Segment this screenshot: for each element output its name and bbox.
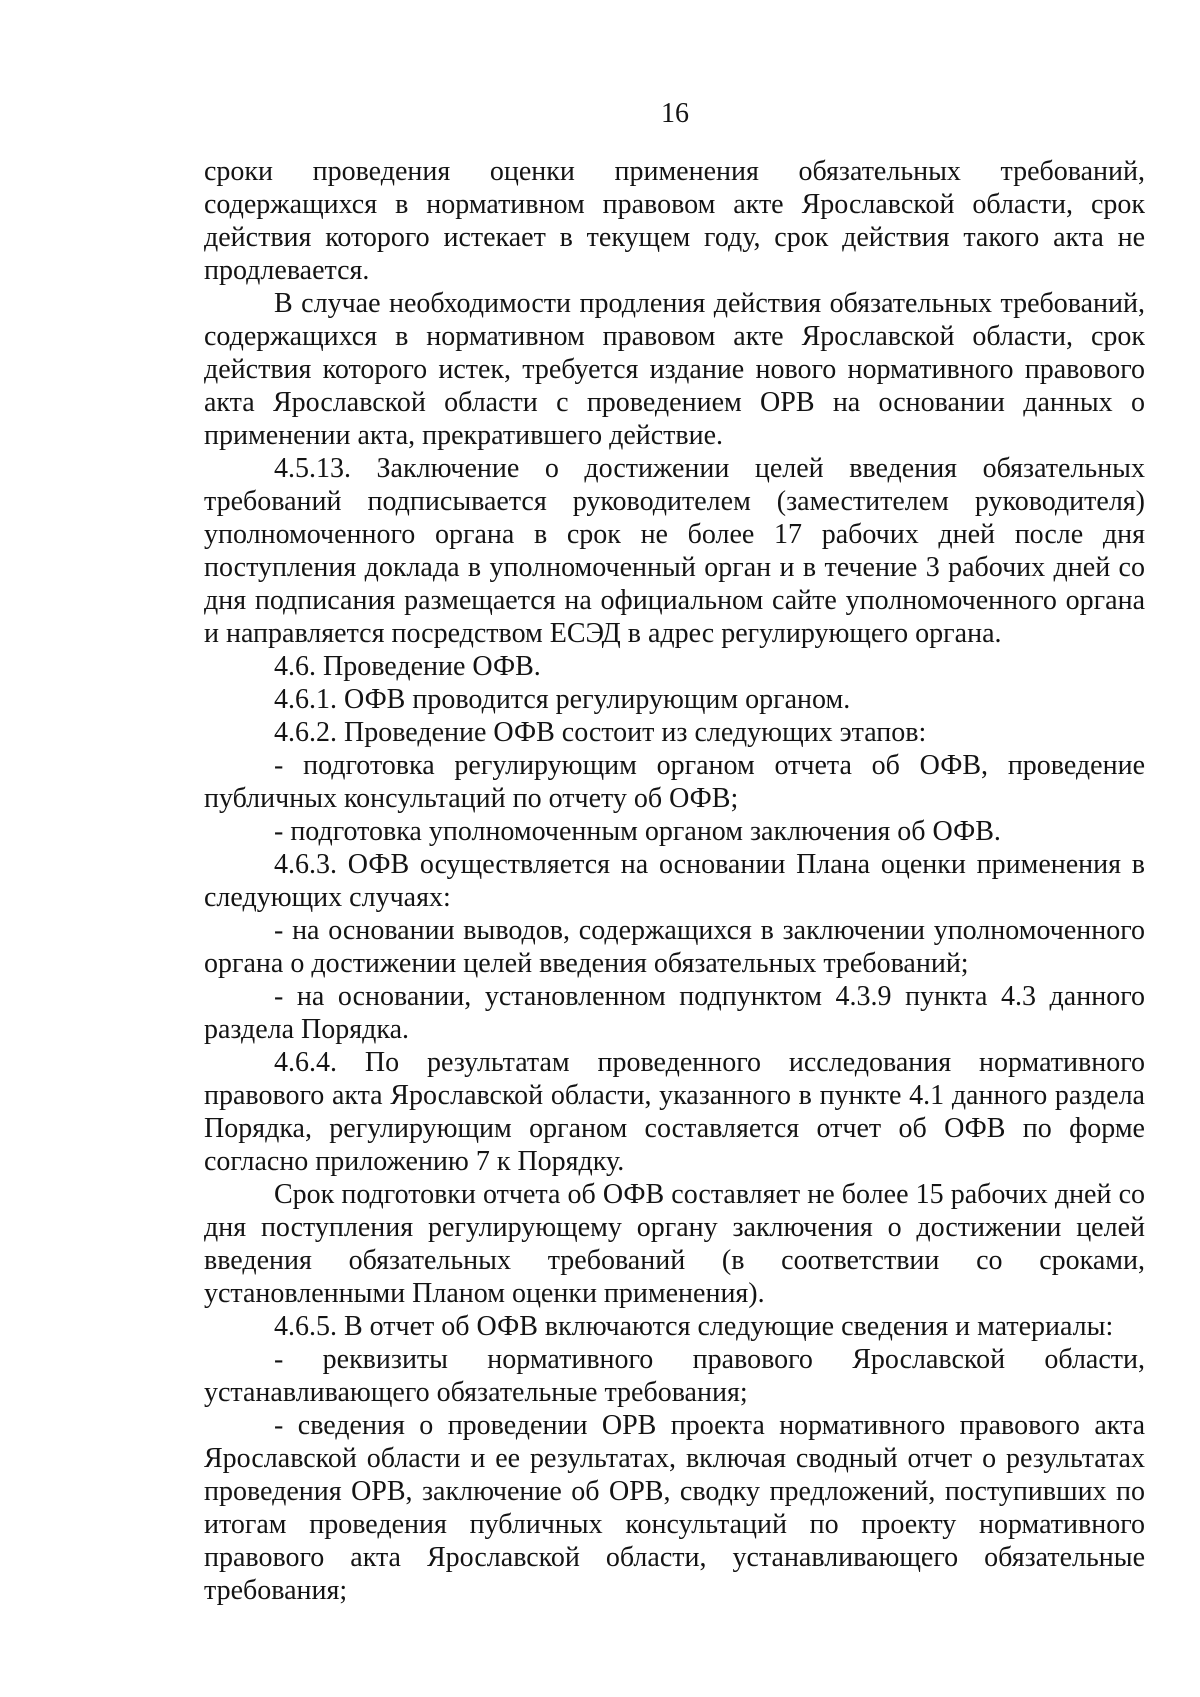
document-body	[204, 155, 1145, 1607]
paragraph: 4.6.5. В отчет об ОФВ включаются следующие сведения и материалы:	[274, 1311, 1114, 1342]
page-number: 16	[661, 98, 689, 129]
list-item: - подготовка уполномоченным органом заключения об ОФВ.	[274, 816, 1001, 847]
paragraph: 4.6.3. ОФВ осуществляется на основании Плана оценки применения в следующих случаях:	[204, 849, 1145, 913]
paragraph: 4.5.13. Заключение о достижении целей введения обязательных требований подписывается руководителем (заместителем руководителя) уполномоченного органа в срок не более 17 рабочих дней после дня поступления доклада в уполномоченный орган и в течение 3 рабочих дней со дня подписания размещается на официальном сайте уполномоченного органа и направляется посредством ЕСЭД в адрес регулирующего органа.	[204, 453, 1145, 649]
list-item: - сведения о проведении ОРВ проекта нормативного правового акта Ярославской области и ее результатах, включая сводный отчет о результатах проведения ОРВ, заключение об ОРВ, сводку предложений, поступивших по итогам проведения публичных консультаций по проекту нормативного правового акта Ярославской области, устанавливающего обязательные требования;	[204, 1410, 1145, 1606]
list-item: - подготовка регулирующим органом отчета об ОФВ, проведение публичных консультаций по отчету об ОФВ;	[204, 750, 1145, 814]
paragraph: 4.6.2. Проведение ОФВ состоит из следующих этапов:	[274, 717, 927, 748]
paragraph: Срок подготовки отчета об ОФВ составляет не более 15 рабочих дней со дня поступления регулирующему органу заключения о достижении целей введения обязательных требований (в соответствии со сроками, установленными Планом оценки применения).	[204, 1179, 1145, 1309]
paragraph: сроки проведения оценки применения обязательных требований, содержащихся в нормативном правовом акте Ярославской области, срок действия которого истекает в текущем году, срок действия такого акта не продлевается.	[204, 156, 1145, 286]
paragraph: 4.6. Проведение ОФВ.	[274, 651, 541, 682]
list-item: - на основании, установленном подпунктом 4.3.9 пункта 4.3 данного раздела Порядка.	[204, 981, 1145, 1045]
list-item: - на основании выводов, содержащихся в заключении уполномоченного органа о достижении целей введения обязательных требований;	[204, 915, 1145, 979]
paragraph: 4.6.4. По результатам проведенного исследования нормативного правового акта Ярославской области, указанного в пункте 4.1 данного раздела Порядка, регулирующим органом составляется отчет об ОФВ по форме согласно приложению 7 к Порядку.	[204, 1047, 1145, 1177]
list-item: - реквизиты нормативного правового Ярославской области, устанавливающего обязательные требования;	[204, 1344, 1145, 1408]
paragraph: 4.6.1. ОФВ проводится регулирующим органом.	[274, 684, 851, 715]
paragraph: В случае необходимости продления действия обязательных требований, содержащихся в нормативном правовом акте Ярославской области, срок действия которого истек, требуется издание нового нормативного правового акта Ярославской области с проведением ОРВ на основании данных о применении акта, прекратившего действие.	[204, 288, 1145, 451]
